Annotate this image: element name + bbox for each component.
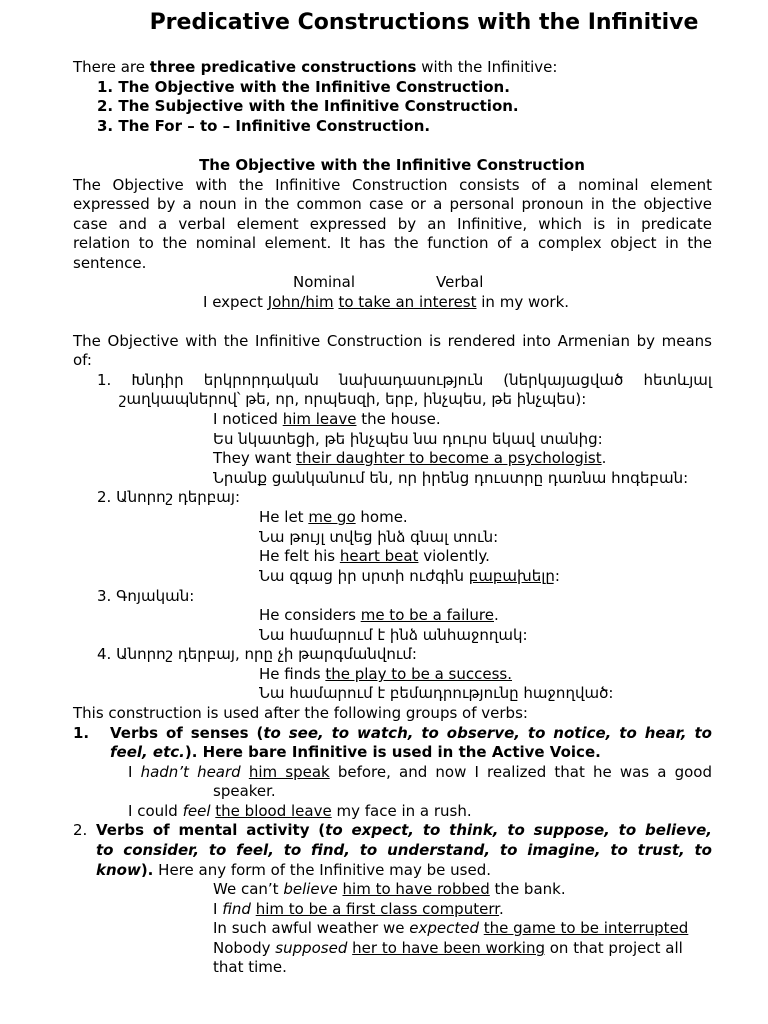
construction-item-3: 3. The For – to – Infinitive Construction. (97, 117, 431, 135)
example-sentence: He considers me to be a failure. (259, 606, 499, 624)
example-sentence: He let me go home. (259, 508, 408, 526)
example-sentence: He felt his heart beat violently. (259, 547, 490, 565)
group-2-heading-end: know). Here any form of the Infinitive may be used. (96, 861, 491, 879)
example-sentence: He finds the play to be a success. (259, 665, 513, 683)
example-sentence: I hadn’t heard him speak before, and now I realized that he was a good (128, 763, 712, 781)
group-1-number: 1. (73, 724, 90, 742)
group-2-heading: Verbs of mental activity (to expect, to think, to suppose, to believe, (96, 821, 712, 839)
label-nominal: Nominal (293, 273, 356, 291)
armenian-item-1-cont: շաղկապներով՝ թե, որ, որպեսզի, երբ, ինչպես, թե ինչպես): (119, 390, 587, 408)
intro-bold: three predicative constructions (149, 58, 417, 76)
paragraph-line: The Objective with the Infinitive Construction consists of a nominal element (73, 176, 712, 194)
example-sentence-cont: that time. (213, 958, 287, 976)
construction-item-1: 1. The Objective with the Infinitive Construction. (97, 78, 510, 96)
example-sentence-cont: speaker. (213, 782, 276, 800)
intro-line (73, 58, 557, 77)
armenian-item-2: 2. Անորոշ դերբայ: (97, 488, 241, 506)
label-verbal: Verbal (436, 273, 484, 291)
paragraph-line: The Objective with the Infinitive Construction is rendered into Armenian by means (73, 332, 712, 350)
example-translation: Ես նկատեցի, թե ինչպես նա դուրս եկավ տանից: (213, 430, 603, 448)
construction-item-2: 2. The Subjective with the Infinitive Construction. (97, 97, 519, 115)
example-translation: Նա զգաց իր սրտի ուժգին բաբախելը: (259, 567, 560, 585)
example-sentence: They want their daughter to become a psychologist. (213, 449, 607, 467)
example-sentence: I could feel the blood leave my face in a rush. (128, 802, 472, 820)
intro-text: There are (73, 58, 150, 76)
example-sentence: In such awful weather we expected the game to be interrupted (213, 919, 689, 937)
group-2-heading-cont: to consider, to feel, to find, to understand, to imagine, to trust, to (96, 841, 712, 859)
example-translation: Նա համարում է բեմադրությունը հաջողված: (259, 684, 614, 702)
intro-text-end: with the Infinitive: (416, 58, 558, 76)
example-translation: Նրանք ցանկանում են, որ իրենց դուստրը դառնա հոգեբան: (213, 469, 689, 487)
paragraph-line: of: (73, 351, 92, 369)
paragraph-line: sentence. (73, 254, 147, 272)
page-title: Predicative Constructions with the Infinitive (149, 10, 699, 35)
example-sentence: Nobody supposed her to have been working on that project all (213, 939, 683, 957)
armenian-item-1: 1. Խնդիր երկրորդական նախադասություն (ներկայացված հետևյալ (97, 371, 712, 389)
example-translation: Նա համարում է ինձ անհաջողակ: (259, 626, 528, 644)
group-2-number: 2. (73, 821, 88, 839)
group-1-heading: Verbs of senses (to see, to watch, to observe, to notice, to hear, to (110, 724, 712, 742)
section-heading: The Objective with the Infinitive Construction (199, 156, 585, 174)
usage-intro: This construction is used after the following groups of verbs: (73, 704, 528, 722)
example-sentence: I expect John/him to take an interest in my work. (203, 293, 570, 311)
armenian-item-4: 4. Անորոշ դերբայ, որը չի թարգմանվում: (97, 645, 417, 663)
group-1-heading-cont: feel, etc.). Here bare Infinitive is used in the Active Voice. (110, 743, 601, 761)
example-sentence: I noticed him leave the house. (213, 410, 441, 428)
example-sentence: I find him to be a first class computerr. (213, 900, 504, 918)
paragraph-line: relation to the nominal element. It has the function of a complex object in the (73, 234, 712, 252)
example-sentence: We can’t believe him to have robbed the bank. (213, 880, 566, 898)
example-translation: Նա թույլ տվեց ինձ գնալ տուն: (259, 528, 499, 546)
paragraph-line: expressed by a noun in the common case or a personal pronoun in the objective (73, 195, 712, 213)
paragraph-line: case and a verbal element expressed by an Infinitive, which is in predicate (73, 215, 712, 233)
armenian-item-3: 3. Գոյական: (97, 587, 195, 605)
